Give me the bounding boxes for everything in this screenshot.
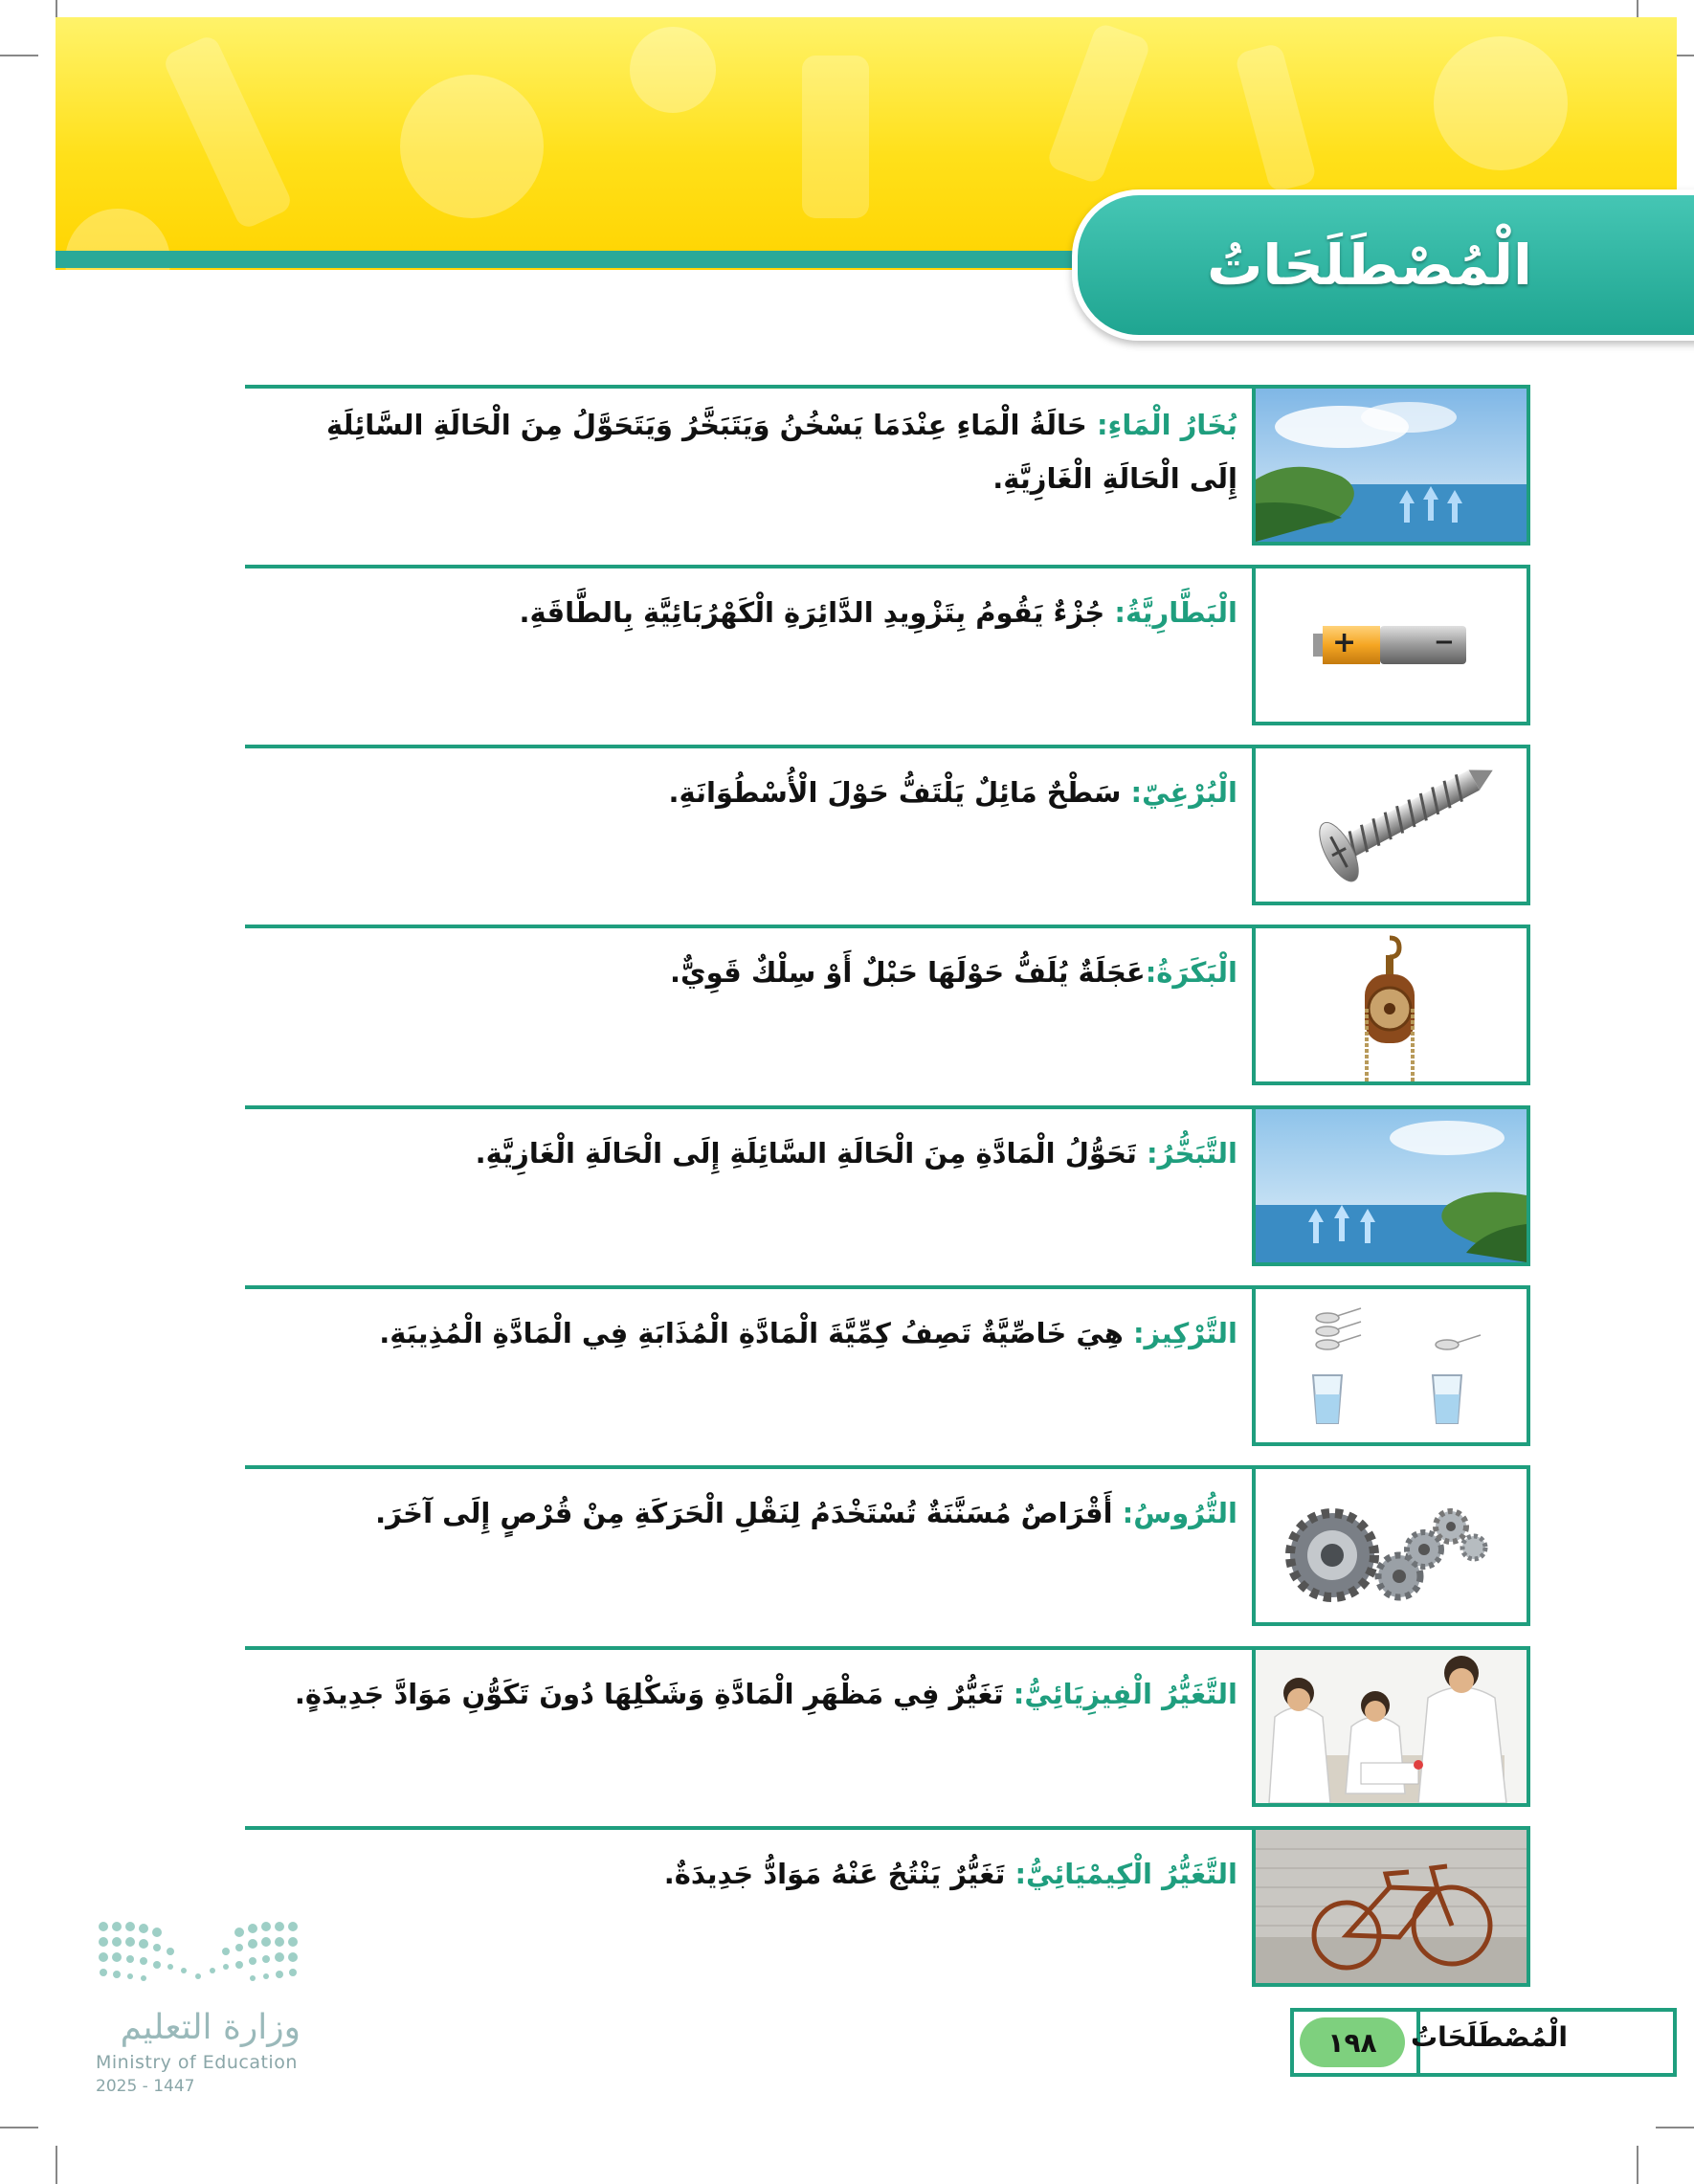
glossary-definition: تَحَوُّلُ الْمَادَّةِ مِنَ الْحَالَةِ السَّائِلَةِ إِلَى الْحَالَةِ الْغَازِيَّةِ. (475, 1137, 1147, 1170)
decor-bubble (400, 75, 544, 218)
glossary-term: الْبُرْغِيّ: (1130, 776, 1237, 809)
decor-bubble (1434, 36, 1568, 170)
ministry-name-arabic: وزارة التعليم (120, 2008, 301, 2047)
crop-mark (56, 2146, 57, 2184)
glossary-term: التَّغَيُّرُ الْكِيمْيَائِيُّ: (1014, 1858, 1237, 1890)
ministry-year: 2025 - 1447 (96, 2077, 195, 2096)
screw-image (1252, 745, 1530, 905)
crop-mark (0, 55, 38, 56)
page-title-tab (1072, 189, 1694, 341)
glossary-definition: هِيَ خَاصِّيَّةٌ تَصِفُ كِمِّيَّةَ الْمَادَّةِ الْمُذَابَةِ فِي الْمَادَّةِ الْمُذِيبَةِ. (379, 1317, 1133, 1349)
glossary-entry (271, 766, 1237, 819)
glossary-term: التَّرْكِيز: (1132, 1317, 1237, 1349)
crop-mark (0, 2127, 38, 2128)
decor-streak (1234, 42, 1317, 193)
water-vapor-coast-image (1252, 385, 1530, 546)
glossary-definition: حَالَةُ الْمَاءِ عِنْدَمَا يَسْخُنُ وَيَتَبَخَّرُ وَيَتَحَوَّلُ مِنَ الْحَالَةِ السَّائِلَةِ إِلَى الْحَالَةِ الْغَازِيَّةِ. (325, 409, 1237, 495)
glossary-term: التَّبَخُّرُ: (1146, 1137, 1237, 1170)
battery-plus-icon: + (1332, 626, 1357, 659)
glossary-entry (271, 398, 1237, 505)
decor-streak (1045, 22, 1151, 186)
glossary-term: التَّغَيُّرُ الْفِيزِيَائِيُّ: (1013, 1678, 1237, 1710)
battery-minus-icon: − (1434, 628, 1455, 657)
glossary-entry (271, 1847, 1237, 1901)
decor-bubble (630, 27, 716, 113)
glossary-entry (271, 946, 1237, 999)
page-number: ١٩٨ (1300, 2017, 1405, 2067)
crop-mark (1656, 2127, 1694, 2128)
page-title: الْمُصْطَلَحَاتُ (1207, 233, 1532, 298)
glossary-entry (271, 1306, 1237, 1360)
footer-section-label: الْمُصْطَلَحَاتُ (1410, 2021, 1568, 2053)
glossary-term: التُّرُوسُ: (1122, 1497, 1237, 1529)
gears-image (1252, 1465, 1530, 1626)
pulley-image (1252, 925, 1530, 1085)
glossary-term: بُخَارُ الْمَاءِ: (1096, 409, 1237, 441)
page-number-bar (1290, 2008, 1677, 2077)
glossary-definition: تَغَيُّرٌ يَنْتُجُ عَنْهُ مَوَادُّ جَدِيدَةٌ. (663, 1858, 1015, 1890)
glossary-definition: عَجَلَةٌ يُلَفُّ حَوْلَهَا حَبْلٌ أَوْ سِلْكٌ قَوِيٌّ. (670, 956, 1146, 989)
ministry-logo-icon (96, 1919, 301, 1995)
concentration-glasses-image (1252, 1285, 1530, 1446)
glossary-term: الْبَكَرَةُ: (1145, 956, 1237, 989)
ministry-name-english: Ministry of Education (96, 2052, 298, 2073)
glossary-entry (271, 1667, 1237, 1721)
decor-streak (162, 33, 295, 232)
evaporation-sea-image (1252, 1105, 1530, 1266)
glossary-entry (271, 1126, 1237, 1180)
battery-image (1252, 565, 1530, 725)
rusty-bicycle-image (1252, 1826, 1530, 1987)
decor-streak (802, 56, 869, 218)
glossary-entry (271, 586, 1237, 639)
glossary-definition: أَقْرَاصٌ مُسَنَّنَةٌ تُسْتَخْدَمُ لِنَقْلِ الْحَرَكَةِ مِنْ قُرْصٍ إِلَى آخَرَ. (375, 1497, 1123, 1529)
glossary-definition: جُزْءٌ يَقُومُ بِتَزْوِيدِ الدَّائِرَةِ الْكَهْرُبَائِيَّةِ بِالطَّاقَةِ. (519, 596, 1115, 629)
crop-mark (1637, 2146, 1638, 2184)
glossary-definition: سَطْحٌ مَائِلٌ يَلْتَفُّ حَوْلَ الْأُسْطُوَانَةِ. (668, 776, 1131, 809)
glossary-definition: تَغَيُّرٌ فِي مَظْهَرِ الْمَادَّةِ وَشَكْلِهَا دُونَ تَكَوُّنِ مَوَادَّ جَدِيدَةٍ. (294, 1678, 1014, 1710)
glossary-entry (271, 1486, 1237, 1540)
students-experiment-image (1252, 1646, 1530, 1807)
glossary-term: الْبَطَّارِيَّةُ: (1114, 596, 1237, 629)
